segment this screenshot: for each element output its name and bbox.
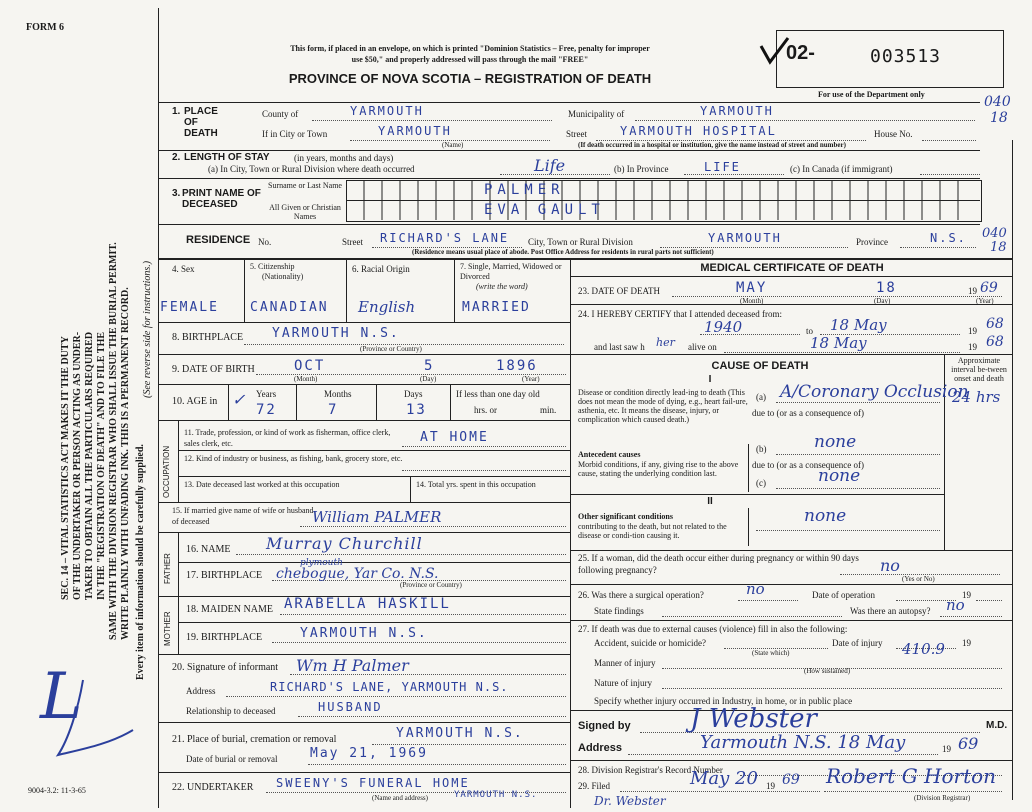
doctor-address: Yarmouth N.S. 18 May xyxy=(700,732,906,753)
doctor-address-label: Address xyxy=(578,742,623,754)
dob-day-cap: (Day) xyxy=(420,375,437,383)
alive-label: alive on xyxy=(688,342,717,352)
spouse-label: 15. If married give name of wife or husband of deceased xyxy=(172,506,314,526)
name-grid-cells xyxy=(346,180,980,220)
sidebar-line-3: TAKER TO OBTAIN ALL THE PARTICULARS REQUIRED xyxy=(84,331,95,600)
age-label: 10. AGE in xyxy=(172,396,218,407)
filed-date: May 20 xyxy=(690,768,758,789)
date-op-label: Date of operation xyxy=(812,590,875,600)
roman-2: II xyxy=(707,496,713,507)
residence-province-label: Province xyxy=(856,237,888,247)
signed-label: Signed by xyxy=(578,720,631,732)
county-label: County of xyxy=(262,109,299,119)
burial-place-label: 21. Place of burial, cremation or removal xyxy=(172,734,337,745)
informant-address-label: Address xyxy=(186,686,216,696)
residence-city: YARMOUTH xyxy=(708,231,782,245)
stay-label-note: (in years, months and days) xyxy=(294,153,394,163)
filed-year: 69 xyxy=(782,772,800,788)
dept-code-2: 18 xyxy=(990,110,1008,126)
place-label: PLACE OF DEATH xyxy=(184,106,218,139)
autopsy-value: no xyxy=(946,596,965,614)
roman-1: I xyxy=(708,374,712,385)
cause-a: A/Coronary Occlusion xyxy=(780,382,969,402)
footnote: Dr. Webster xyxy=(594,794,666,808)
informant-relationship: HUSBAND xyxy=(318,700,383,714)
attend-from: 1940 xyxy=(704,318,743,336)
other-note: contributing to the death, but not related to the disease or condi-tion causing it. xyxy=(578,522,727,540)
lt-day-label: If less than one day old xyxy=(456,389,540,399)
informant-signature: Wm H Palmer xyxy=(296,656,409,675)
age-days: 13 xyxy=(406,402,427,418)
doctor-address-year-prefix: 19 xyxy=(942,744,951,754)
dod-month: MAY xyxy=(736,280,768,296)
stay-a-label: (a) In City, Town or Rural Division where death occurred xyxy=(208,164,415,174)
dod-day-cap: (Day) xyxy=(874,297,891,305)
operation-value: no xyxy=(746,580,765,598)
dod-year-cap: (Year) xyxy=(976,297,994,305)
md-label: M.D. xyxy=(986,720,1008,731)
min-label: min. xyxy=(540,405,557,415)
directly-label: Disease or condition directly lead-ing to death (This does not mean the mode of dying, e.g., heart fail-ure, asthenia, etc. It means the disease, injury, or complication which caused death.) xyxy=(578,388,748,424)
sex-value: FEMALE xyxy=(160,300,219,315)
father-birthplace-sub: (Province or Country) xyxy=(400,581,462,589)
stay-c-label: (c) In Canada (if immigrant) xyxy=(790,164,893,174)
city-value: YARMOUTH xyxy=(378,124,452,138)
sex-label: 4. Sex xyxy=(172,264,195,274)
form-number: FORM 6 xyxy=(26,22,65,33)
age-days-label: Days xyxy=(404,389,423,399)
father-name-label: 16. NAME xyxy=(186,544,231,555)
father-birthplace-insert: plymouth xyxy=(300,558,343,568)
stay-a-value: Life xyxy=(534,156,566,175)
dod-day: 18 xyxy=(876,280,897,296)
mother-maiden-label: 18. MAIDEN NAME xyxy=(186,604,273,615)
informant-relationship-label: Relationship to deceased xyxy=(186,706,276,716)
undertaker-sub: (Name and address) xyxy=(372,794,428,802)
reg-prefix: 02- xyxy=(786,42,815,64)
stay-label: LENGTH OF STAY xyxy=(184,152,270,163)
mother-maiden: ARABELLA HASKILL xyxy=(284,596,451,612)
residence-province: N.S. xyxy=(930,231,967,245)
woman-label: 25. If a woman, did the death occur either during pregnancy or within 90 days following pregnancy? xyxy=(578,553,859,575)
interval-a: 24 hrs xyxy=(952,388,1001,406)
alive-year-prefix: 19 xyxy=(968,342,977,352)
father-name: Murray Churchill xyxy=(266,534,423,553)
record-label: 28. Division Registrar's Record Number xyxy=(578,765,723,775)
stay-num: 2. xyxy=(172,152,181,163)
dob-year: 1896 xyxy=(496,358,538,374)
accident-label: Accident, suicide or homicide? xyxy=(594,638,706,648)
interval-label: Approximate interval be-tween onset and death xyxy=(951,356,1007,383)
residence-no-label: No. xyxy=(258,237,272,247)
sidebar-line-5: SAME WITH THE DIVISION REGISTRAR WHO SHALL ISSUE THE BURIAL PERMIT. xyxy=(108,242,119,640)
burial-date: May 21, 1969 xyxy=(310,746,428,761)
marital-value: MARRIED xyxy=(462,300,531,315)
dod-year: 69 xyxy=(980,280,998,296)
dob-month: OCT xyxy=(294,358,326,374)
form-title: PROVINCE OF NOVA SCOTIA – REGISTRATION OF DEATH xyxy=(288,71,652,86)
stay-b-label: (b) In Province xyxy=(614,164,669,174)
sidebar-line-1: SEC. 14 – VITAL STATISTICS ACT MAKES IT THE DUTY xyxy=(60,336,71,600)
dob-month-cap: (Month) xyxy=(294,375,318,383)
residence-code-2: 18 xyxy=(990,240,1007,255)
residence-code-1: 040 xyxy=(982,226,1007,241)
marital-label: 7. Single, Married, Widowed or Divorced (write the word) xyxy=(460,262,562,291)
attend-year-prefix: 19 xyxy=(968,326,977,336)
dod-month-cap: (Month) xyxy=(740,297,764,305)
hrs-label: hrs. or xyxy=(474,405,497,415)
last-saw-suffix: her xyxy=(656,336,675,349)
origin-label: 6. Racial Origin xyxy=(352,264,410,274)
state-findings-label: State findings xyxy=(594,606,644,616)
undertaker-value: SWEENY'S FUNERAL HOME xyxy=(276,776,470,790)
father-side-label: FATHER xyxy=(163,553,172,584)
municipality-value: YARMOUTH xyxy=(700,104,774,118)
trade-label: 11. Trade, profession, or kind of work as fisherman, office clerk, sales clerk, etc. xyxy=(184,428,391,448)
house-note: (If death occurred in a hospital or institution, give the name instead of street and number) xyxy=(578,141,846,149)
residence-street-label: Street xyxy=(342,237,363,247)
surname-value: PALMER xyxy=(484,182,565,198)
cause-title: CAUSE OF DEATH xyxy=(711,360,809,372)
registrar-sub: (Division Registrar) xyxy=(914,794,971,802)
city-label: If in City or Town xyxy=(262,129,328,139)
date-op-year-prefix: 19 xyxy=(962,590,971,600)
other-label: Other significant conditions xyxy=(578,512,673,521)
father-birthplace-label: 17. BIRTHPLACE xyxy=(186,570,263,581)
due-to-1: due to (or as a consequence of) xyxy=(752,408,864,418)
stay-b-value: LIFE xyxy=(704,160,741,174)
cause-other: none xyxy=(804,506,847,526)
external-label: 27. If death was due to external causes (violence) fill in also the following: xyxy=(578,624,848,634)
cause-c-mark: (c) xyxy=(756,478,766,488)
burial-date-label: Date of burial or removal xyxy=(186,754,278,764)
father-birthplace: chebogue, Yar Co. N.S. xyxy=(276,566,439,582)
cause-b: none xyxy=(814,432,857,452)
autopsy-label: Was there an autopsy? xyxy=(850,606,931,616)
cause-b-mark: (b) xyxy=(756,444,767,454)
woman-value: no xyxy=(880,556,900,575)
last-worked-label: 13. Date deceased last worked at this occupation xyxy=(184,480,340,489)
given-value: EVA GAULT xyxy=(484,202,605,218)
code-value: 410.9 xyxy=(902,640,945,658)
sidebar-line-6: WRITE PLAINLY WITH UNFADING INK. THIS IS A PERMANENT RECORD. xyxy=(120,287,131,640)
residence-city-label: City, Town or Rural Division xyxy=(528,237,633,247)
house-label: House No. xyxy=(874,129,913,139)
age-months: 7 xyxy=(328,402,339,418)
dob-day: 5 xyxy=(424,358,435,374)
dept-use-label: For use of the Department only xyxy=(818,90,925,99)
reg-number: 003513 xyxy=(870,46,942,67)
residence-label: RESIDENCE xyxy=(186,234,251,246)
sidebar-line-2: OF THE UNDERTAKER OR PERSON ACTING AS UNDER- xyxy=(72,331,83,600)
birthplace-sub: (Province or Country) xyxy=(360,345,422,353)
sidebar-line-4: IN THE "REGISTRATION OF DEATH" AND TO FILE THE xyxy=(96,331,107,600)
citizenship-label: 5. Citizenship (Nationality) xyxy=(250,262,304,281)
undertaker-label: 22. UNDERTAKER xyxy=(172,782,254,793)
filed-year-prefix: 19 xyxy=(766,781,775,791)
envelope-note-2: use $50," and properly addressed will pass through the mail "FREE" xyxy=(351,55,589,64)
antecedent-note: Morbid conditions, if any, giving rise to the above cause, stating the underlying condition last. xyxy=(578,460,739,478)
nature-label: Nature of injury xyxy=(594,678,652,688)
undertaker-address: YARMOUTH N.S. xyxy=(454,790,538,800)
how-sustained-caption: (How sustained) xyxy=(804,667,851,675)
origin-value: English xyxy=(358,298,416,316)
registrar-signature: Robert G Horton xyxy=(826,764,997,788)
residence-note: (Residence means usual place of abode. Post Office Address for residents in rural parts not sufficient) xyxy=(412,248,714,256)
residence-street: RICHARD'S LANE xyxy=(380,231,510,245)
age-months-label: Months xyxy=(324,389,352,399)
last-saw-label: and last saw h xyxy=(594,342,645,352)
age-years-label: Years xyxy=(256,389,277,399)
place-num: 1. xyxy=(172,106,181,117)
street-value: YARMOUTH HOSPITAL xyxy=(620,124,777,138)
alive-year: 68 xyxy=(986,334,1004,350)
years-spent-label: 14. Total yrs. spent in this occupation xyxy=(416,480,536,489)
informant-address: RICHARD'S LANE, YARMOUTH N.S. xyxy=(270,680,509,694)
cause-c: none xyxy=(818,466,861,486)
age-check: ✓ xyxy=(232,390,246,409)
date-injury-year-prefix: 19 xyxy=(962,638,971,648)
mother-birthplace: YARMOUTH N.S. xyxy=(300,626,428,641)
alive-date: 18 May xyxy=(810,334,867,352)
state-which-caption: (State which) xyxy=(752,649,790,657)
certify-label: 24. I HEREBY CERTIFY that I attended deceased from: xyxy=(578,309,782,319)
doctor-address-year: 69 xyxy=(958,734,979,753)
name-num: 3. xyxy=(172,188,181,199)
margin-mark: L xyxy=(40,660,83,734)
dod-year-prefix: 19 xyxy=(968,286,977,296)
date-injury-label: Date of injury xyxy=(832,638,883,648)
surname-label: Surname or Last Name xyxy=(268,181,342,190)
manner-label: Manner of injury xyxy=(594,658,656,668)
name-label: PRINT NAME OF DECEASED xyxy=(182,188,261,210)
trade-value: AT HOME xyxy=(420,430,489,445)
margin-scribble xyxy=(38,660,138,770)
city-name-caption: (Name) xyxy=(442,141,464,149)
mother-side-label: MOTHER xyxy=(163,611,172,646)
filed-label: 29. Filed xyxy=(578,781,611,791)
sidebar-line-8: (See reverse side for instructions.) xyxy=(142,260,153,398)
dept-code-1: 040 xyxy=(984,94,1011,110)
due-to-2: due to (or as a consequence of) xyxy=(752,460,864,470)
yes-no-caption: (Yes or No) xyxy=(902,575,935,583)
citizenship-value: CANADIAN xyxy=(250,300,329,315)
doctor-signature: J Webster xyxy=(690,704,817,734)
attend-to: 18 May xyxy=(830,316,887,334)
municipality-label: Municipality of xyxy=(568,109,625,119)
footer-code: 9004-3.2: 11-3-65 xyxy=(28,786,86,795)
envelope-note-1: This form, if placed in an envelope, on which is printed "Dominion Statistics – Free, penalty for improper xyxy=(290,44,650,53)
age-years: 72 xyxy=(256,402,277,418)
burial-place: YARMOUTH N.S. xyxy=(396,726,524,741)
occupation-side-label: OCCUPATION xyxy=(162,445,171,498)
given-label: All Given or Christian Names xyxy=(269,203,341,221)
birthplace-label: 8. BIRTHPLACE xyxy=(172,332,244,343)
dob-year-cap: (Year) xyxy=(522,375,540,383)
industry-label: 12. Kind of industry or business, as fishing, bank, grocery store, etc. xyxy=(184,454,403,463)
birthplace-value: YARMOUTH N.S. xyxy=(272,326,400,341)
informant-sig-label: 20. Signature of informant xyxy=(172,662,279,673)
county-value: YARMOUTH xyxy=(350,104,424,118)
dod-label: 23. DATE OF DEATH xyxy=(578,286,660,296)
mother-birthplace-label: 19. BIRTHPLACE xyxy=(186,632,263,643)
spouse-value: William PALMER xyxy=(312,508,442,526)
cause-a-mark: (a) xyxy=(756,392,766,402)
street-label: Street xyxy=(566,129,587,139)
injury-industry-label: Specify whether injury occurred in Industry, in home, or in public place xyxy=(594,696,853,706)
operation-label: 26. Was there a surgical operation? xyxy=(578,590,704,600)
medical-title: MEDICAL CERTIFICATE OF DEATH xyxy=(700,262,884,274)
attend-year: 68 xyxy=(986,316,1004,332)
attend-to-label: to xyxy=(806,326,814,336)
antecedent-label: Antecedent causes xyxy=(578,450,641,459)
dob-label: 9. DATE OF BIRTH xyxy=(172,364,255,375)
sidebar-line-7: Every item of information should be carefully supplied. xyxy=(135,444,146,680)
